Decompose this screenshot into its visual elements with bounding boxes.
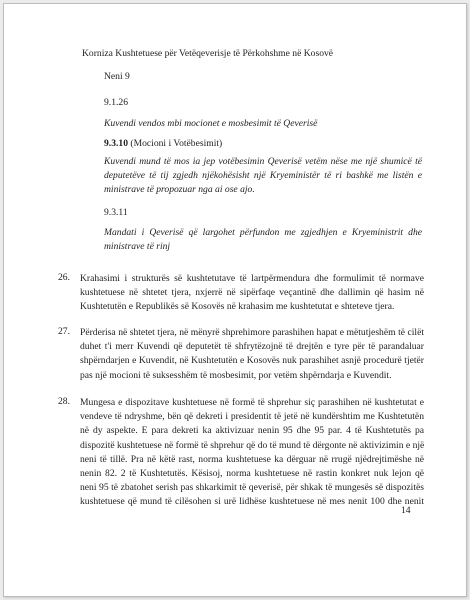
quote-line: Mandati i Qeverisë që largohet përfundon me zgjedhjen e Kryeministrit dhe [104,227,422,238]
page-number: 14 [401,505,411,516]
paragraph-line: në dy aspekte. E para dekreti ka aktivizuar nenin 95 dhe 95 par. 4 të Kushtetutës pa [80,425,424,437]
paragraph-number: 28. [58,396,70,407]
article-heading: Neni 9 [104,71,130,82]
paragraph-line: Mungesa e dispozitave kushtetuese në formë të shprehur siç parashihen në kushtetutat e [80,397,424,408]
paragraph-line: neni të tillë. Pra në këtë rast, norma kushtetuese ka dërguar në rrugë njëdrejtimëshe në [80,453,424,465]
section-text: Kuvendi vendos mbi mocionet e mosbesimit të Qeverisë [104,118,318,129]
paragraph-number: 26. [58,272,70,283]
paragraph [80,396,424,510]
paragraph-line: kushtetuese në shtetet tjera, nxjerrë në sipërfaqe veçantinë dhe dallimin që hasim në [80,287,424,299]
section-heading-title: (Mocioni i Votëbesimit) [130,138,223,149]
paragraph-line: pas një mocioni të suksesshëm të mosbesimit, por vetëm shpërndarja e Kuvendit. [80,369,392,381]
section-number: 9.3.11 [104,207,128,218]
paragraph-line: kushtetuese që mund të cilësohen si urë lidhëse kushtetuese në mes nenit 100 dhe nenit [80,496,424,508]
section-heading [104,138,222,150]
section-quote-block [104,155,422,198]
document-page [3,3,467,597]
paragraph-number: 27. [58,326,70,337]
paragraph-line: neni 95 të zbatohet serish pas shkarkimit të qeverisë, për shkak të mungesës së dispozitës [80,482,424,494]
paragraph-line: nenin 82. 2 të Kushtetutës. Kësisoj, norma kushtetuese në rastin konkret nuk lejon që [80,468,424,480]
section-number: 9.1.26 [104,97,128,108]
paragraph-line: Krahasimi i strukturës së kushtetutave të lartpërmendura dhe formulimit të normave [80,273,424,284]
paragraph [80,272,424,315]
quote-line: Kuvendi mund të mos ia jep votëbesimin Qeverisë vetëm nëse me një shumicë të [104,156,422,167]
document-header: Korniza Kushtetuese për Vetëqeverisje të Përkohshme në Kosovë [82,48,334,59]
paragraph-line: dispozitë kushtetuese në formë të shprehur që do të mund të dërgonte në aktivizimin e një [80,439,425,451]
paragraph-line: vendeve të ndryshme, bën që dekreti i presidentit të jetë në kundërshtim me Kushtetutën [80,411,424,423]
quote-line: ministrave të propozuar nga ai ose ajo. [104,184,255,196]
paragraph-line: Kushtetutën e Republikës së Kosovës në krahasim me kushtetutat e shteteve tjera. [80,301,395,313]
paragraph-line: Përderisa në shtetet tjera, në mënyrë shprehimore parashihen hapat e mëtutjeshëm të cilët [80,327,424,338]
section-heading-number: 9.3.10 [104,138,128,149]
quote-line: deputetëve të tij zgjedh njëkohësisht një Kryeministër të ri bashkë me listën e [104,170,422,182]
quote-line: ministrave të rinj [104,241,171,253]
paragraph-line: shpërndarjen e Kuvendit, në Kushtetutën e Kosovës nuk parashihet asnjë procedurë tjetër [80,355,424,367]
paragraph-line: duhet t'i merr Kuvendi që deputetët të shfrytëzojnë të drejtën e tyre për të parandaluar [80,341,424,353]
section-quote-block [104,226,422,254]
paragraph [80,326,424,383]
